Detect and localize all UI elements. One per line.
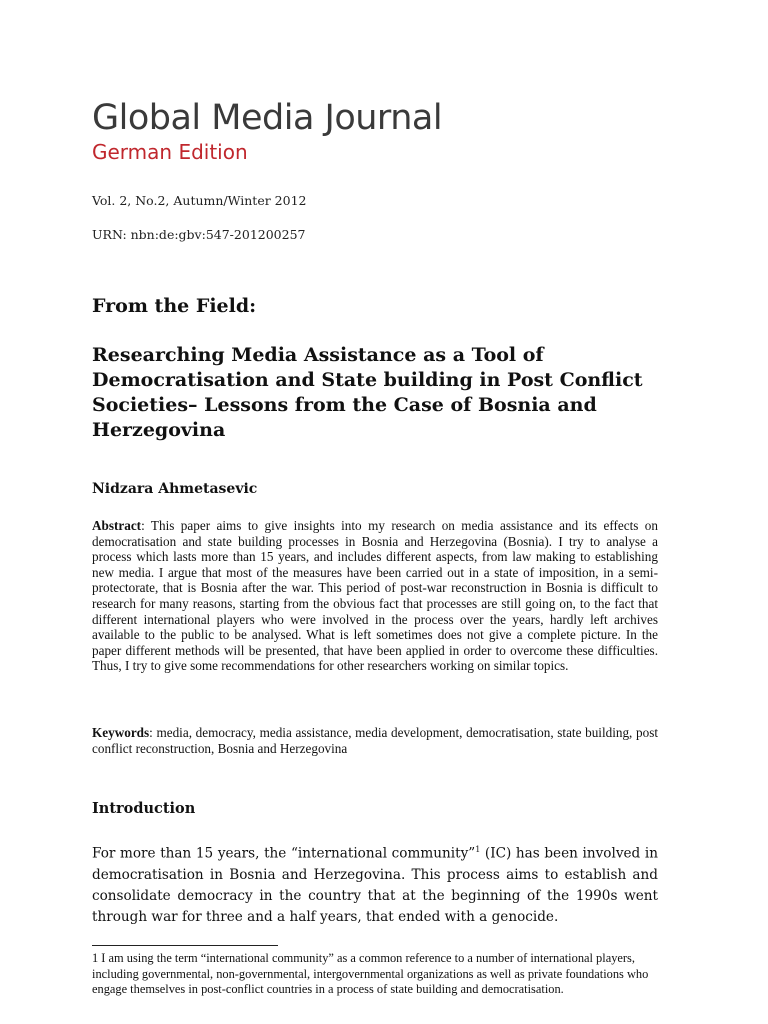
abstract-label: Abstract	[92, 518, 142, 533]
introduction-heading: Introduction	[92, 800, 196, 817]
journal-title: Global Media Journal	[92, 98, 443, 138]
footnote-reference: 1	[475, 845, 481, 854]
author-name: Nidzara Ahmetasevic	[92, 481, 258, 497]
keywords-label: Keywords	[92, 725, 150, 740]
keywords-paragraph	[92, 725, 658, 756]
introduction-paragraph	[92, 839, 658, 928]
introduction-text-end: (IC) has been involved in democratisation in Bosnia and Herzegovina. This process aims to establish and consolidate democracy in the country that at the beginning of the 1990s went through war for three and a half years, that ended with a genocide.	[92, 845, 658, 925]
volume-info: Vol. 2, No.2, Autumn/Winter 2012	[92, 193, 307, 208]
urn-identifier: URN: nbn:de:gbv:547-201200257	[92, 227, 306, 242]
keywords-text: : media, democracy, media assistance, media development, democratisation, state building, post conflict reconstruction, Bosnia and Herzegovina	[92, 725, 658, 756]
abstract-text: : This paper aims to give insights into my research on media assistance and its effects on democratisation and state building processes in Bosnia and Herzegovina (Bosnia). I try to analyse a process which lasts more than 15 years, and includes different aspects, from law making to establishing new media. I argue that most of the measures have been carried out in a state of imposition, in a semi-protectorate, that is Bosnia after the war. This period of post-war reconstruction in Bosnia is difficult to research for many reasons, starting from the obvious fact that processes are still going on, to the fact that different international players who were involved in the process over the years, hardly left archives available to the public to be analysed. What is left sometimes does not give a complete picture. In the paper different methods will be presented, that have been applied in order to overcome these difficulties. Thus, I try to give some recommendations for other researchers working on similar topics.	[92, 518, 658, 674]
paper-title: Researching Media Assistance as a Tool of Democratisation and State building in Post Conflict Societies– Lessons from the Case of Bosnia and Herzegovina	[92, 344, 643, 441]
section-label: From the Field:	[92, 295, 257, 317]
footnote-divider	[92, 945, 278, 946]
abstract-paragraph	[92, 518, 658, 674]
introduction-text-start: For more than 15 years, the “international community”	[92, 845, 476, 862]
footnote-text: 1 I am using the term “international community” as a common reference to a number of international players, including governmental, non-governmental, intergovernmental organizations as well as private foundations who engage themselves in post-conflict countries in a process of state building and democratisation.	[92, 951, 649, 997]
journal-edition: German Edition	[92, 140, 248, 164]
